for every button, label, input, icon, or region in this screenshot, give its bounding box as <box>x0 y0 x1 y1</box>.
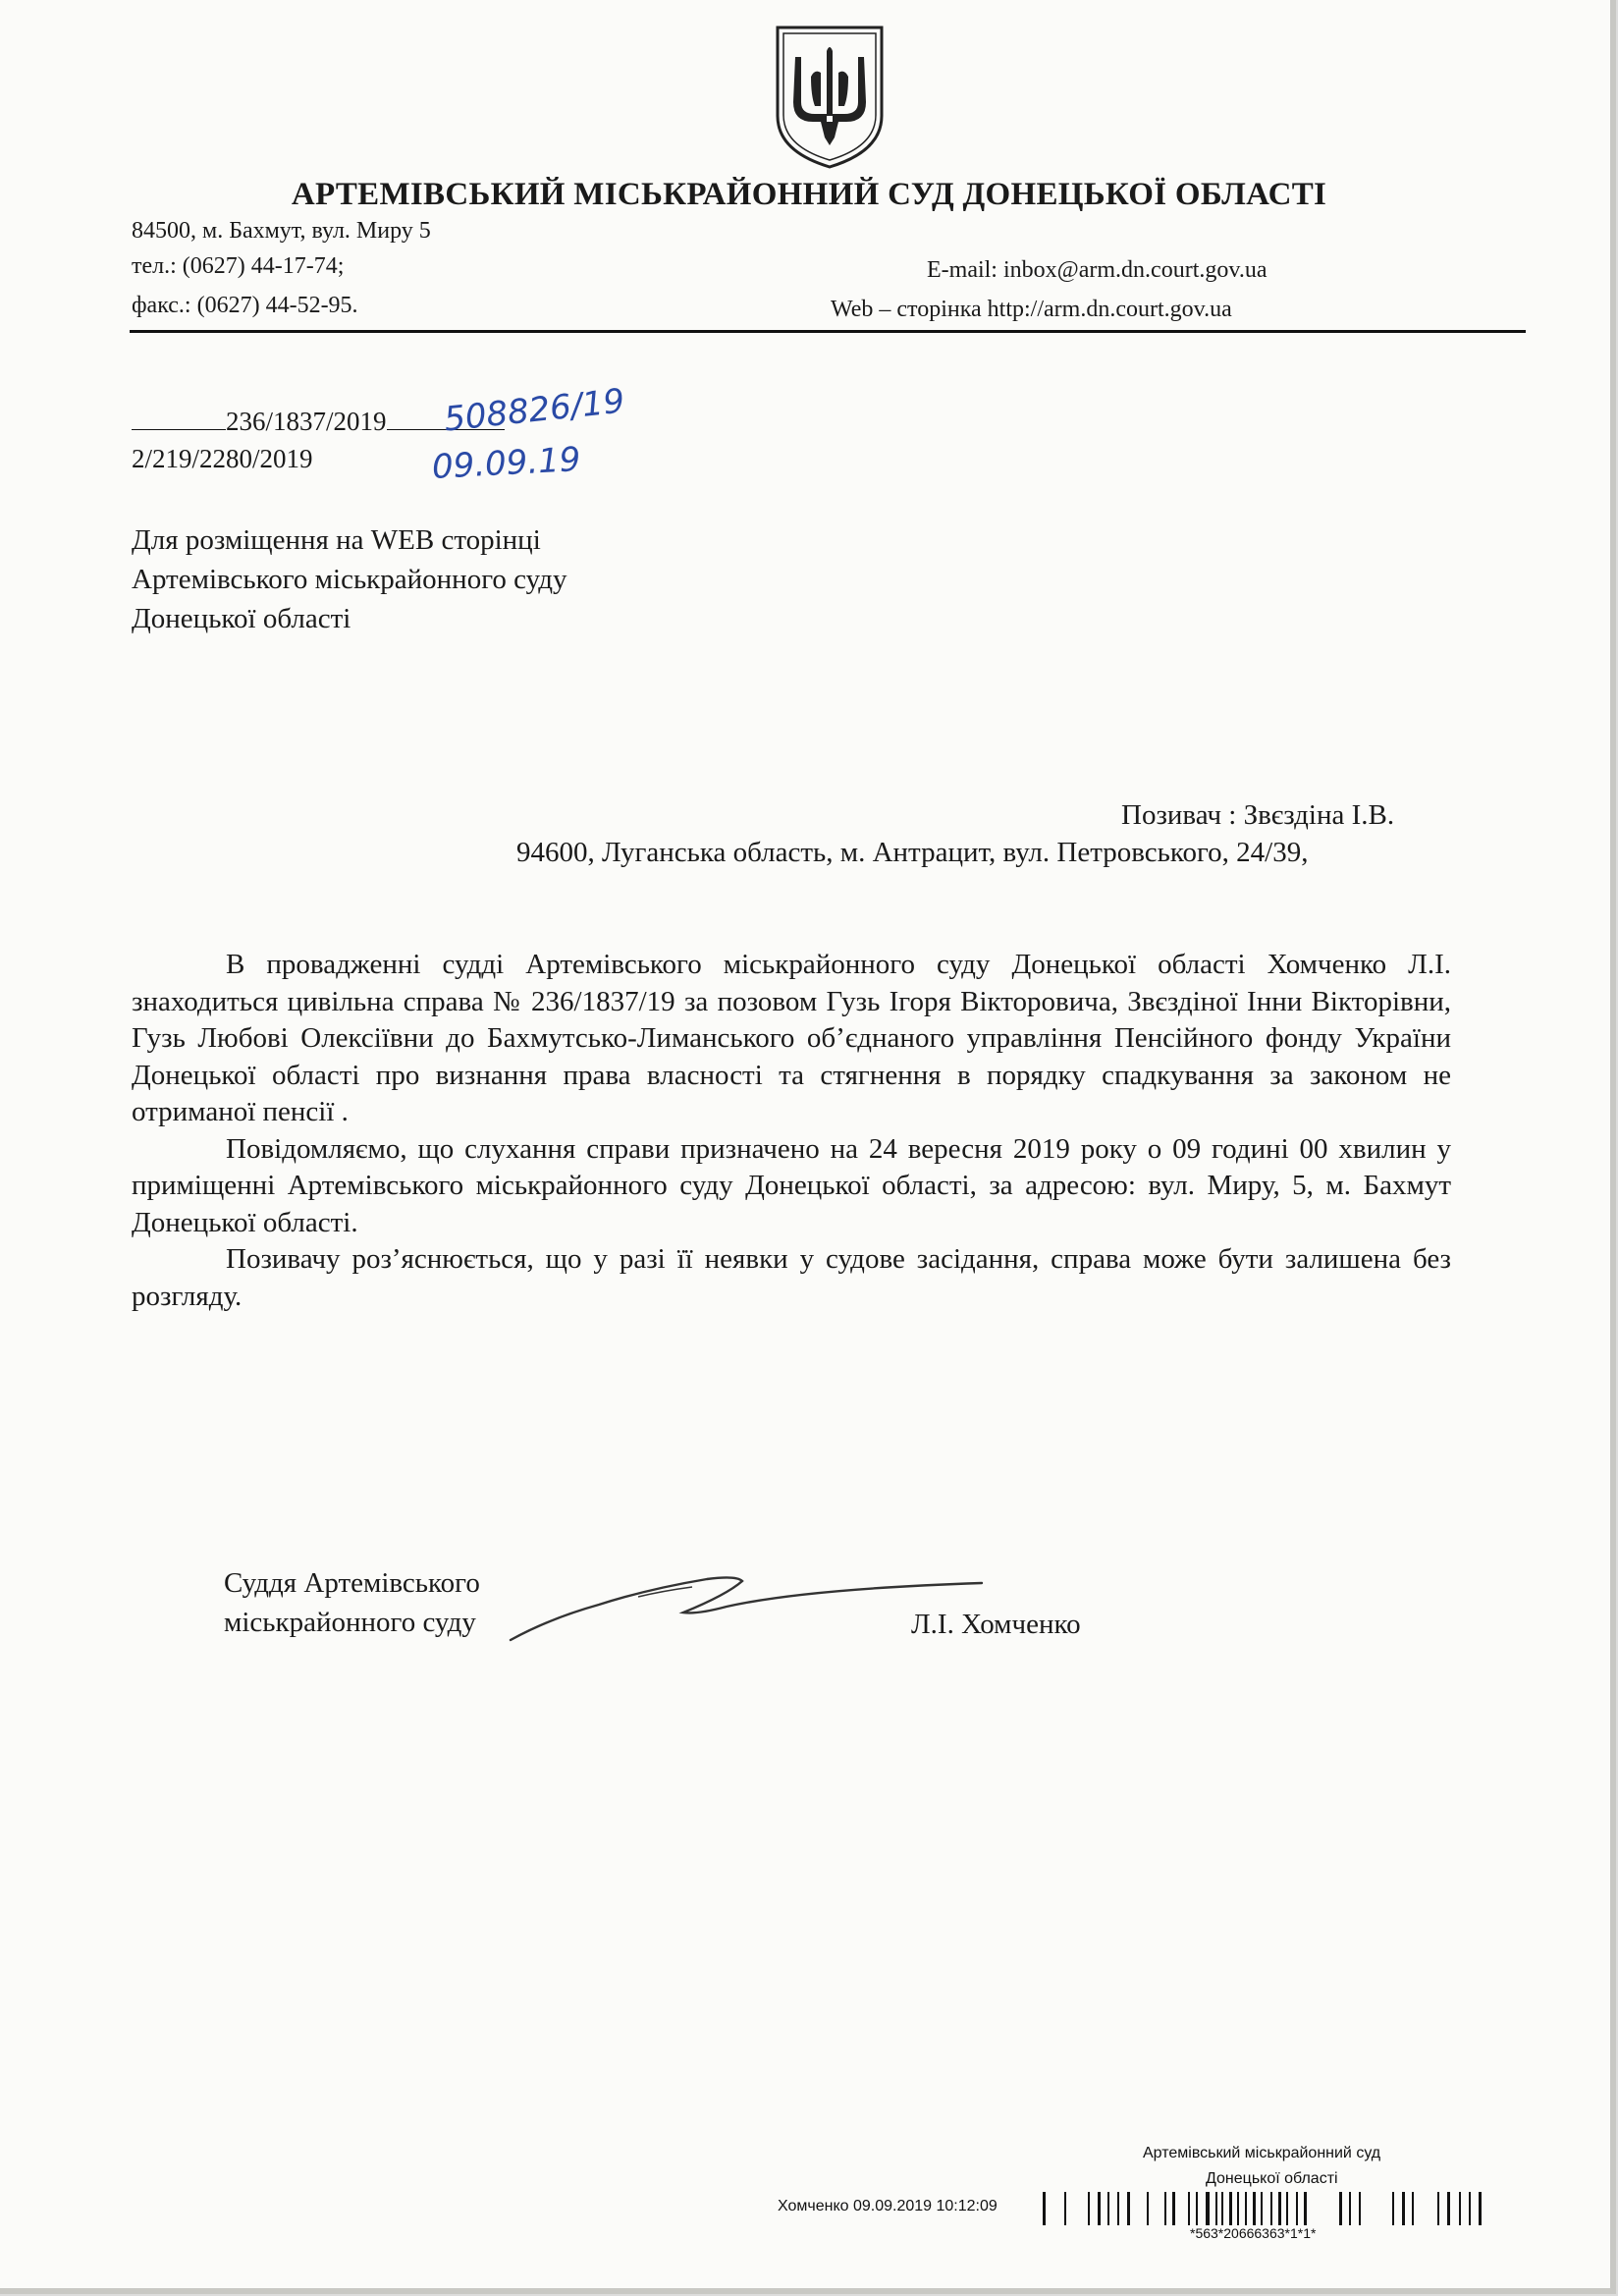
registry-barcode <box>1043 2192 1520 2229</box>
header-divider <box>130 330 1526 333</box>
barcode-text: *563*20666363*1*1* <box>1190 2225 1317 2241</box>
judge-name: Л.І. Хомченко <box>911 1609 1081 1640</box>
notice-body <box>132 947 1451 1315</box>
court-email: E-mail: inbox@arm.dn.court.gov.ua <box>927 257 1267 283</box>
court-name: АРТЕМІВСЬКИЙ МІСЬКРАЙОННИЙ СУД ДОНЕЦЬКОЇ ОБЛАСТІ <box>291 177 1327 212</box>
body-paragraph: В провадженні судді Артемівського міськрайонного суду Донецької області Хомченко Л.І. знаходиться цивільна справа № 236/1837/19 за позовом Гузь Ігоря Вікторовича, Звєздіної Інни Вікторівни, Гузь Любові Олексіївни до Бахмутсько-Лиманського об’єднаного управління Пенсійного фонду України Донецької області про визнання права власності та стягнення в порядку спадкування за законом не отриманої пенсії . <box>132 949 1451 1127</box>
body-paragraph: Позивачу роз’яснюється, що у разі її неявки у судове засідання, справа може бути залишена без розгляду. <box>132 1243 1451 1312</box>
stamp-court-line2: Донецької області <box>1206 2170 1338 2187</box>
court-phone: тел.: (0627) 44-17-74; <box>132 253 345 279</box>
recipient-name: Позивач : Звєздіна І.В. <box>1121 799 1395 831</box>
publication-note-line: Для розміщення на WEB сторінці <box>132 524 541 556</box>
handwritten-date: 09.09.19 <box>431 440 582 487</box>
handwritten-signature <box>491 1561 1001 1652</box>
court-website: Web – сторінка http://arm.dn.court.gov.ua <box>831 297 1232 322</box>
body-paragraph: Повідомляємо, що слухання справи призначено на 24 вересня 2019 року о 09 годині 00 хвилин у приміщенні Артемівського міськрайонного суду Донецької області, за адресою: вул. Миру, 5, м. Бахмут Донецької області. <box>132 1132 1451 1238</box>
publication-note <box>132 520 567 638</box>
court-fax: факс.: (0627) 44-52-95. <box>132 293 358 318</box>
recipient-address: 94600, Луганська область, м. Антрацит, вул. Петровського, 24/39, <box>516 837 1309 868</box>
court-address: 84500, м. Бахмут, вул. Миру 5 <box>132 218 431 244</box>
handwritten-registration-number: 508826/19 <box>442 381 627 440</box>
judge-title-line1: Суддя Артемівського <box>224 1567 480 1599</box>
publication-note-line: Донецької області <box>132 603 351 634</box>
stamp-timestamp: Хомченко 09.09.2019 10:12:09 <box>778 2198 998 2214</box>
case-number-blank <box>132 429 226 430</box>
judge-title-line2: міськрайонного суду <box>224 1607 476 1638</box>
publication-note-line: Артемівського міськрайонного суду <box>132 564 567 595</box>
case-number: 236/1837/2019 <box>226 407 387 436</box>
trident-coat-of-arms-icon <box>772 22 888 171</box>
proceeding-number: 2/219/2280/2019 <box>132 444 313 473</box>
stamp-court-line1: Артемівський міськрайонний суд <box>1143 2145 1381 2161</box>
